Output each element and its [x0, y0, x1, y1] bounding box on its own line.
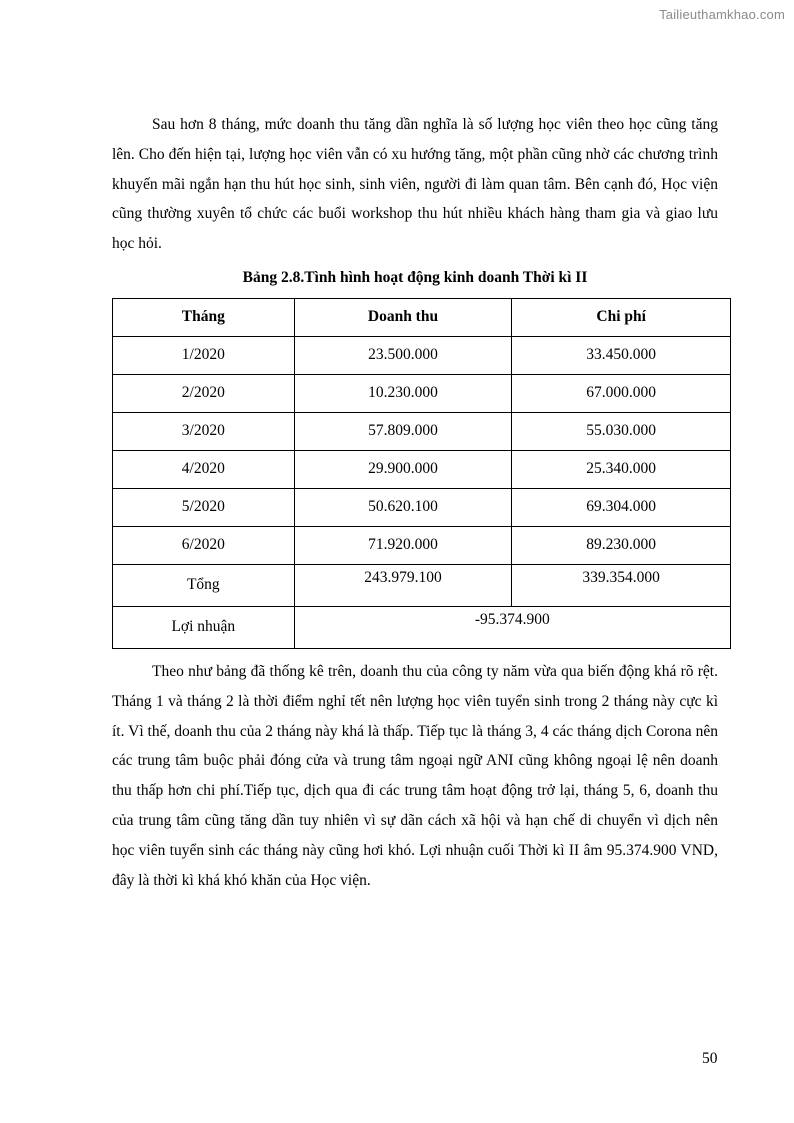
table-row [113, 336, 731, 374]
table-row [113, 450, 731, 488]
table-row [113, 488, 731, 526]
cell-revenue: 57.809.000 [294, 412, 512, 450]
document-body [112, 110, 718, 895]
cell-month: 6/2020 [113, 526, 295, 564]
cell-revenue: 71.920.000 [294, 526, 512, 564]
cell-cost: 89.230.000 [512, 526, 731, 564]
header-revenue: Doanh thu [294, 298, 512, 336]
cell-month: 5/2020 [113, 488, 295, 526]
total-cost: 339.354.000 [512, 564, 731, 606]
table-total-row [113, 564, 731, 606]
cell-revenue: 10.230.000 [294, 374, 512, 412]
table-row [113, 374, 731, 412]
cell-month: 2/2020 [113, 374, 295, 412]
cell-revenue: 50.620.100 [294, 488, 512, 526]
cell-month: 1/2020 [113, 336, 295, 374]
cell-revenue: 23.500.000 [294, 336, 512, 374]
table-row [113, 526, 731, 564]
business-table [112, 298, 731, 649]
header-cost: Chi phí [512, 298, 731, 336]
header-month: Tháng [113, 298, 295, 336]
page-number: 50 [702, 1050, 718, 1067]
table-profit-row [113, 606, 731, 648]
profit-value: -95.374.900 [294, 606, 730, 648]
paragraph-intro: Sau hơn 8 tháng, mức doanh thu tăng dần nghĩa là số lượng học viên theo học cũng tăng lên. Cho đến hiện tại, lượng học viên vẫn có xu hướng tăng, một phần cũng nhờ các chương trình khuyến mãi ngắn hạn thu hút học sinh, sinh viên, người đi làm quan tâm. Bên cạnh đó, Học viện cũng thường xuyên tổ chức các buổi workshop thu hút nhiều khách hàng tham gia và giao lưu học hỏi. [112, 116, 718, 253]
cell-cost: 25.340.000 [512, 450, 731, 488]
cell-cost: 55.030.000 [512, 412, 731, 450]
total-revenue: 243.979.100 [294, 564, 512, 606]
table-row [113, 412, 731, 450]
cell-revenue: 29.900.000 [294, 450, 512, 488]
table-header-row [113, 298, 731, 336]
cell-cost: 33.450.000 [512, 336, 731, 374]
paragraph-analysis: Theo như bảng đã thống kê trên, doanh thu của công ty năm vừa qua biến động khá rõ rệt. Tháng 1 và tháng 2 là thời điểm nghỉ tết nên lượng học viên tuyển sinh trong 2 tháng này cực kì ít. Vì thế, doanh thu của 2 tháng này khá là thấp. Tiếp tục là tháng 3, 4 các tháng dịch Corona nên các trung tâm buộc phải đóng cửa và trung tâm ngoại ngữ ANI cũng không ngoại lệ nên doanh thu thấp hơn chi phí.Tiếp tục, dịch qua đi các trung tâm hoạt động trở lại, tháng 5, 6, doanh thu của trung tâm cũng tăng dần tuy nhiên vì sự dãn cách xã hội và hạn chế di chuyển vì dịch nên học viên tuyển sinh các tháng này cũng hơi khó. Lợi nhuận cuối Thời kì II âm 95.374.900 VND, đây là thời kì khá khó khăn của Học viện. [112, 662, 718, 889]
cell-cost: 69.304.000 [512, 488, 731, 526]
cell-month: 3/2020 [113, 412, 295, 450]
watermark: Tailieuthamkhao.com [659, 7, 785, 22]
table-caption: Bảng 2.8.Tình hình hoạt động kinh doanh Thời kì II [242, 268, 588, 286]
cell-cost: 67.000.000 [512, 374, 731, 412]
cell-month: 4/2020 [113, 450, 295, 488]
profit-label: Lợi nhuận [113, 606, 295, 648]
total-label: Tổng [113, 564, 295, 606]
